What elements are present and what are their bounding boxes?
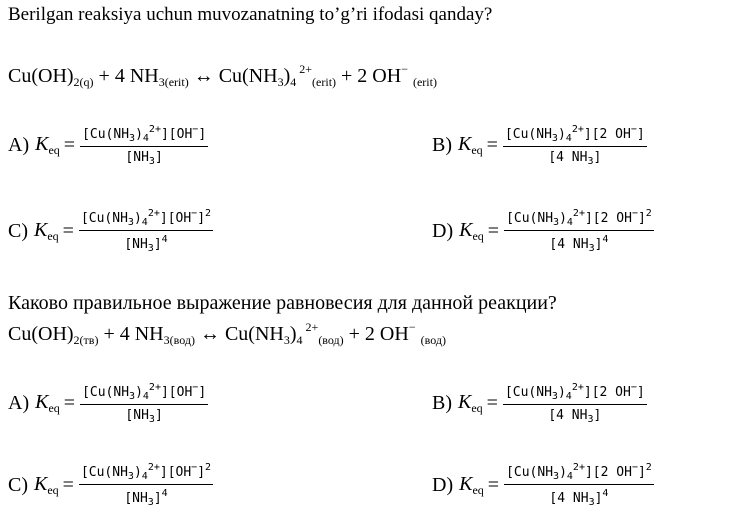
fraction: $\frac{[Cu(NH_3)_4^{2+}][OH^-]^2}{[NH_3]^4}$	[80, 208, 212, 254]
option-c-uz[interactable]: C) $K_{eq}$ = $\frac{[Cu(NH_3)_4^{2+}][OH^-]^2}{[NH_3]^4}$	[8, 208, 212, 254]
option-c-ru[interactable]: C) $K_{eq}$ = $\frac{[Cu(NH_3)_4^{2+}][OH^-]^2}{[NH_3]^4}$	[8, 462, 212, 508]
question-ru: Каково правильное выражение равновесия для данной реакции?	[8, 292, 557, 314]
fraction: $\frac{[Cu(NH_3)_4^{2+}][2 OH^-]}{[4 NH_3]}$	[504, 382, 645, 425]
fraction: $\frac{[Cu(NH_3)_4^{2+}][OH^-]}{[NH_3]}$	[82, 382, 207, 425]
option-a-uz[interactable]: A) $K_{eq}$ = $\frac{[Cu(NH_3)_4^{2+}][OH^-]}{[NH_3]}$	[8, 124, 207, 167]
reaction-ru: $Cu(OH)_{2(тв)} + 4$ $NH_{3(вод)}$ ↔ $Cu(NH_3)_4$ $^{2+}_{(вод)}$ + 2 OH− $_{(вод)}$	[8, 320, 446, 347]
fraction: $\frac{[Cu(NH_3)_4^{2+}][2 OH^-]^2}{[4 NH_3]^4}$	[506, 462, 652, 508]
option-b-ru[interactable]: B) $K_{eq}$ = $\frac{[Cu(NH_3)_4^{2+}][2 OH^-]}{[4 NH_3]}$	[432, 382, 645, 425]
option-d-uz[interactable]: D) $K_{eq}$ = $\frac{[Cu(NH_3)_4^{2+}][2 OH^-]^2}{[4 NH_3]^4}$	[432, 208, 652, 254]
fraction: $\frac{[Cu(NH_3)_4^{2+}][2 OH^-]}{[4 NH_3]}$	[504, 124, 645, 167]
option-b-uz[interactable]: B) $K_{eq}$ = $\frac{[Cu(NH_3)_4^{2+}][2 OH^-]}{[4 NH_3]}$	[432, 124, 645, 167]
question-uz: Berilgan reaksiya uchun muvozanatning to’g’ri ifodasi qanday?	[8, 4, 493, 25]
reaction-uz: $Cu(OH)_{2(q)} + 4$ $NH_{3(erit)}$ ↔ $Cu(NH_3)_4$ $^{2+}_{(erit)}$ + 2 OH− $_{(erit)}$	[8, 62, 437, 89]
option-d-ru[interactable]: D) $K_{eq}$ = $\frac{[Cu(NH_3)_4^{2+}][2 OH^-]^2}{[4 NH_3]^4}$	[432, 462, 652, 508]
fraction: $\frac{[Cu(NH_3)_4^{2+}][OH^-]^2}{[NH_3]^4}$	[80, 462, 212, 508]
fraction: $\frac{[Cu(NH_3)_4^{2+}][2 OH^-]^2}{[4 NH_3]^4}$	[506, 208, 652, 254]
fraction: $\frac{[Cu(NH_3)_4^{2+}][OH^-]}{[NH_3]}$	[82, 124, 207, 167]
option-a-ru[interactable]: A) $K_{eq}$ = $\frac{[Cu(NH_3)_4^{2+}][OH^-]}{[NH_3]}$	[8, 382, 207, 425]
